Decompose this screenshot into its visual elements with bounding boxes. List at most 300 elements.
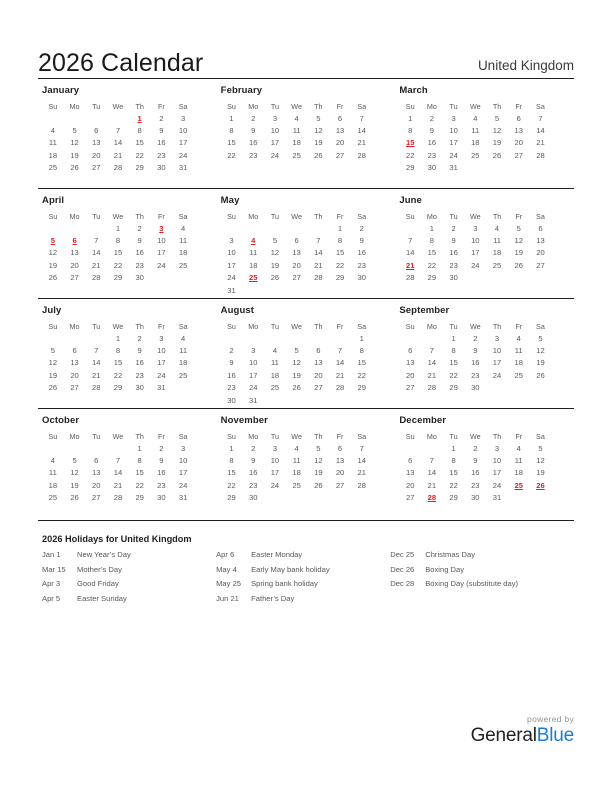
day-cell[interactable]: 16 xyxy=(157,468,166,478)
day-cell[interactable]: 26 xyxy=(70,163,79,173)
day-cell[interactable]: 25 xyxy=(48,493,58,503)
day-cell[interactable]: 29 xyxy=(227,493,236,503)
day-cell[interactable]: 31 xyxy=(157,383,166,393)
day-cell[interactable]: 20 xyxy=(292,260,301,270)
day-cell[interactable]: 28 xyxy=(92,383,101,393)
day-cell[interactable]: 16 xyxy=(471,468,480,478)
day-cell[interactable]: 13 xyxy=(405,468,415,478)
day-cell[interactable]: 29 xyxy=(427,273,437,283)
day-cell[interactable]: 30 xyxy=(135,383,144,393)
day-cell[interactable]: 24 xyxy=(449,150,458,160)
day-cell[interactable]: 24 xyxy=(492,370,502,380)
day-cell[interactable]: 8 xyxy=(229,456,234,466)
day-cell[interactable]: 13 xyxy=(335,126,345,136)
day-cell[interactable]: 10 xyxy=(270,456,280,466)
day-cell[interactable]: 21 xyxy=(314,260,323,270)
day-cell[interactable]: 9 xyxy=(429,126,435,136)
day-cell[interactable]: 9 xyxy=(229,358,234,368)
day-cell[interactable]: 9 xyxy=(359,236,364,246)
day-cell-holiday[interactable]: 25 xyxy=(514,480,523,490)
day-cell[interactable]: 14 xyxy=(536,126,545,136)
day-cell[interactable]: 14 xyxy=(357,456,366,466)
day-cell[interactable]: 19 xyxy=(514,248,523,258)
day-cell[interactable]: 24 xyxy=(178,480,188,490)
day-cell[interactable]: 11 xyxy=(514,346,523,356)
day-cell[interactable]: 31 xyxy=(178,493,188,503)
day-cell[interactable]: 27 xyxy=(70,273,79,283)
day-cell[interactable]: 26 xyxy=(536,370,545,380)
day-cell[interactable]: 21 xyxy=(335,370,345,380)
day-cell[interactable]: 4 xyxy=(272,346,278,356)
day-cell[interactable]: 12 xyxy=(536,456,545,466)
day-cell[interactable]: 5 xyxy=(538,443,543,453)
day-cell[interactable]: 27 xyxy=(335,480,345,490)
day-cell[interactable]: 3 xyxy=(229,236,234,246)
day-cell[interactable]: 5 xyxy=(272,236,278,246)
day-cell[interactable]: 23 xyxy=(249,150,258,160)
day-cell[interactable]: 11 xyxy=(270,358,279,368)
day-cell[interactable]: 16 xyxy=(249,468,258,478)
day-cell[interactable]: 22 xyxy=(135,480,144,490)
day-cell[interactable]: 21 xyxy=(536,138,545,148)
day-cell[interactable]: 6 xyxy=(337,443,343,453)
day-cell[interactable]: 8 xyxy=(137,456,142,466)
day-cell[interactable]: 2 xyxy=(137,333,142,343)
day-cell[interactable]: 30 xyxy=(357,273,366,283)
day-cell[interactable]: 27 xyxy=(335,150,345,160)
day-cell[interactable]: 3 xyxy=(494,333,500,343)
day-cell[interactable]: 7 xyxy=(115,456,121,466)
day-cell[interactable]: 13 xyxy=(292,248,301,258)
day-cell[interactable]: 3 xyxy=(159,333,164,343)
day-cell[interactable]: 19 xyxy=(536,358,545,368)
day-cell[interactable]: 30 xyxy=(427,163,437,173)
day-cell[interactable]: 5 xyxy=(516,223,521,233)
day-cell[interactable]: 8 xyxy=(429,236,435,246)
day-cell[interactable]: 9 xyxy=(137,236,142,246)
day-cell[interactable]: 7 xyxy=(429,456,435,466)
day-cell[interactable]: 26 xyxy=(70,493,79,503)
day-cell[interactable]: 25 xyxy=(178,370,188,380)
day-cell[interactable]: 3 xyxy=(451,113,456,123)
day-cell[interactable]: 8 xyxy=(115,346,121,356)
day-cell[interactable]: 8 xyxy=(359,346,364,356)
day-cell[interactable]: 15 xyxy=(335,248,345,258)
day-cell[interactable]: 20 xyxy=(92,150,101,160)
day-cell[interactable]: 21 xyxy=(92,370,101,380)
day-cell[interactable]: 28 xyxy=(335,383,345,393)
day-cell[interactable]: 22 xyxy=(357,370,366,380)
day-cell[interactable]: 24 xyxy=(178,150,188,160)
day-cell[interactable]: 16 xyxy=(135,248,144,258)
day-cell[interactable]: 13 xyxy=(92,468,101,478)
day-cell[interactable]: 20 xyxy=(405,480,415,490)
day-cell[interactable]: 15 xyxy=(449,358,458,368)
day-cell[interactable]: 10 xyxy=(157,346,166,356)
day-cell[interactable]: 4 xyxy=(516,333,521,343)
day-cell[interactable]: 7 xyxy=(94,346,99,356)
day-cell[interactable]: 10 xyxy=(178,456,188,466)
day-cell[interactable]: 6 xyxy=(294,236,299,246)
day-cell[interactable]: 28 xyxy=(357,150,366,160)
day-cell[interactable]: 8 xyxy=(229,126,234,136)
day-cell[interactable]: 28 xyxy=(314,273,323,283)
day-cell[interactable]: 12 xyxy=(48,248,58,258)
day-cell[interactable]: 2 xyxy=(137,223,142,233)
day-cell[interactable]: 27 xyxy=(92,493,101,503)
day-cell[interactable]: 28 xyxy=(405,273,415,283)
day-cell[interactable]: 10 xyxy=(178,126,188,136)
day-cell[interactable]: 27 xyxy=(536,260,545,270)
day-cell[interactable]: 2 xyxy=(473,443,478,453)
day-cell[interactable]: 1 xyxy=(451,443,456,453)
day-cell[interactable]: 2 xyxy=(473,333,478,343)
day-cell[interactable]: 7 xyxy=(408,236,413,246)
day-cell[interactable]: 25 xyxy=(492,260,502,270)
day-cell[interactable]: 3 xyxy=(180,443,186,453)
day-cell[interactable]: 18 xyxy=(514,358,523,368)
day-cell[interactable]: 15 xyxy=(135,468,144,478)
day-cell[interactable]: 2 xyxy=(251,443,256,453)
day-cell[interactable]: 1 xyxy=(451,333,456,343)
day-cell[interactable]: 27 xyxy=(405,383,415,393)
day-cell[interactable]: 17 xyxy=(471,248,480,258)
day-cell[interactable]: 1 xyxy=(115,333,121,343)
day-cell[interactable]: 9 xyxy=(251,456,256,466)
day-cell[interactable]: 5 xyxy=(316,443,321,453)
day-cell[interactable]: 23 xyxy=(427,150,437,160)
day-cell[interactable]: 15 xyxy=(449,468,458,478)
day-cell[interactable]: 19 xyxy=(536,468,545,478)
day-cell-holiday[interactable]: 1 xyxy=(137,113,142,123)
day-cell[interactable]: 15 xyxy=(113,248,123,258)
day-cell[interactable]: 19 xyxy=(70,480,79,490)
day-cell[interactable]: 19 xyxy=(314,468,323,478)
day-cell[interactable]: 20 xyxy=(70,260,79,270)
day-cell-holiday[interactable]: 25 xyxy=(249,273,258,283)
day-cell[interactable]: 8 xyxy=(408,126,413,136)
day-cell[interactable]: 16 xyxy=(227,370,236,380)
day-cell[interactable]: 17 xyxy=(492,468,502,478)
day-cell[interactable]: 19 xyxy=(314,138,323,148)
day-cell[interactable]: 16 xyxy=(157,138,166,148)
day-cell[interactable]: 17 xyxy=(227,260,236,270)
day-cell[interactable]: 16 xyxy=(135,358,144,368)
day-cell[interactable]: 17 xyxy=(157,358,166,368)
day-cell[interactable]: 23 xyxy=(357,260,366,270)
day-cell[interactable]: 27 xyxy=(405,493,415,503)
day-cell[interactable]: 11 xyxy=(471,126,480,136)
day-cell[interactable]: 1 xyxy=(337,223,343,233)
day-cell[interactable]: 5 xyxy=(72,456,77,466)
day-cell[interactable]: 30 xyxy=(471,383,480,393)
day-cell[interactable]: 23 xyxy=(157,480,166,490)
day-cell[interactable]: 7 xyxy=(337,346,343,356)
day-cell[interactable]: 8 xyxy=(451,346,456,356)
day-cell[interactable]: 29 xyxy=(449,493,458,503)
day-cell[interactable]: 23 xyxy=(157,150,166,160)
day-cell[interactable]: 13 xyxy=(92,138,101,148)
day-cell[interactable]: 8 xyxy=(337,236,343,246)
day-cell-holiday[interactable]: 3 xyxy=(159,223,164,233)
day-cell[interactable]: 15 xyxy=(357,358,366,368)
day-cell[interactable]: 17 xyxy=(492,358,502,368)
day-cell[interactable]: 19 xyxy=(48,370,58,380)
day-cell[interactable]: 12 xyxy=(70,138,79,148)
day-cell[interactable]: 3 xyxy=(272,113,278,123)
day-cell[interactable]: 25 xyxy=(48,163,58,173)
day-cell[interactable]: 21 xyxy=(427,370,437,380)
day-cell[interactable]: 22 xyxy=(449,480,458,490)
day-cell[interactable]: 9 xyxy=(159,456,164,466)
day-cell[interactable]: 29 xyxy=(135,493,144,503)
day-cell[interactable]: 4 xyxy=(494,223,500,233)
day-cell[interactable]: 9 xyxy=(451,236,456,246)
day-cell[interactable]: 30 xyxy=(449,273,458,283)
day-cell[interactable]: 25 xyxy=(270,383,280,393)
day-cell[interactable]: 3 xyxy=(251,346,256,356)
day-cell[interactable]: 27 xyxy=(292,273,301,283)
day-cell[interactable]: 27 xyxy=(314,383,323,393)
day-cell[interactable]: 22 xyxy=(113,370,123,380)
day-cell[interactable]: 15 xyxy=(227,138,236,148)
day-cell[interactable]: 31 xyxy=(492,493,502,503)
day-cell[interactable]: 28 xyxy=(113,493,123,503)
day-cell[interactable]: 24 xyxy=(249,383,258,393)
day-cell[interactable]: 1 xyxy=(229,113,234,123)
day-cell[interactable]: 29 xyxy=(449,383,458,393)
day-cell[interactable]: 14 xyxy=(314,248,323,258)
day-cell[interactable]: 4 xyxy=(180,333,186,343)
day-cell[interactable]: 27 xyxy=(92,163,101,173)
day-cell[interactable]: 19 xyxy=(70,150,79,160)
day-cell[interactable]: 31 xyxy=(249,395,258,405)
day-cell[interactable]: 11 xyxy=(292,126,301,136)
day-cell[interactable]: 20 xyxy=(335,138,345,148)
day-cell[interactable]: 1 xyxy=(408,113,413,123)
day-cell[interactable]: 17 xyxy=(178,468,188,478)
day-cell[interactable]: 26 xyxy=(514,260,523,270)
day-cell[interactable]: 4 xyxy=(50,456,55,466)
day-cell[interactable]: 30 xyxy=(157,493,166,503)
day-cell[interactable]: 29 xyxy=(405,163,415,173)
day-cell[interactable]: 2 xyxy=(159,443,164,453)
day-cell[interactable]: 7 xyxy=(359,443,364,453)
day-cell[interactable]: 24 xyxy=(227,273,236,283)
day-cell[interactable]: 20 xyxy=(70,370,79,380)
day-cell[interactable]: 16 xyxy=(249,138,258,148)
day-cell[interactable]: 23 xyxy=(249,480,258,490)
day-cell[interactable]: 8 xyxy=(115,236,121,246)
day-cell[interactable]: 10 xyxy=(270,126,280,136)
day-cell[interactable]: 17 xyxy=(270,138,280,148)
day-cell[interactable]: 20 xyxy=(536,248,545,258)
day-cell[interactable]: 10 xyxy=(492,346,502,356)
day-cell[interactable]: 6 xyxy=(316,346,321,356)
day-cell[interactable]: 9 xyxy=(473,346,478,356)
day-cell[interactable]: 5 xyxy=(72,126,77,136)
day-cell[interactable]: 29 xyxy=(113,273,123,283)
day-cell[interactable]: 25 xyxy=(292,150,301,160)
day-cell[interactable]: 16 xyxy=(427,138,437,148)
day-cell[interactable]: 2 xyxy=(159,113,164,123)
day-cell-holiday[interactable]: 26 xyxy=(536,480,545,490)
day-cell[interactable]: 13 xyxy=(536,236,545,246)
day-cell[interactable]: 24 xyxy=(471,260,480,270)
day-cell[interactable]: 5 xyxy=(538,333,543,343)
day-cell[interactable]: 5 xyxy=(294,346,299,356)
day-cell[interactable]: 19 xyxy=(48,260,58,270)
day-cell[interactable]: 31 xyxy=(178,163,188,173)
day-cell[interactable]: 7 xyxy=(429,346,435,356)
day-cell[interactable]: 30 xyxy=(157,163,166,173)
day-cell[interactable]: 22 xyxy=(405,150,415,160)
day-cell[interactable]: 11 xyxy=(48,468,57,478)
day-cell[interactable]: 20 xyxy=(514,138,523,148)
day-cell[interactable]: 13 xyxy=(335,456,345,466)
day-cell[interactable]: 12 xyxy=(270,248,280,258)
day-cell[interactable]: 11 xyxy=(48,138,57,148)
day-cell[interactable]: 10 xyxy=(492,456,502,466)
day-cell[interactable]: 29 xyxy=(357,383,366,393)
day-cell[interactable]: 30 xyxy=(471,493,480,503)
day-cell[interactable]: 18 xyxy=(292,138,301,148)
day-cell[interactable]: 18 xyxy=(178,358,188,368)
day-cell[interactable]: 28 xyxy=(357,480,366,490)
day-cell[interactable]: 4 xyxy=(473,113,478,123)
day-cell[interactable]: 22 xyxy=(135,150,144,160)
day-cell[interactable]: 6 xyxy=(72,346,77,356)
day-cell[interactable]: 5 xyxy=(494,113,500,123)
day-cell[interactable]: 6 xyxy=(408,456,413,466)
day-cell[interactable]: 18 xyxy=(178,248,188,258)
day-cell[interactable]: 22 xyxy=(227,150,236,160)
day-cell[interactable]: 12 xyxy=(314,456,323,466)
day-cell-holiday[interactable]: 15 xyxy=(405,138,415,148)
day-cell[interactable]: 4 xyxy=(180,223,186,233)
day-cell[interactable]: 4 xyxy=(294,113,299,123)
day-cell[interactable]: 25 xyxy=(178,260,188,270)
day-cell[interactable]: 10 xyxy=(449,126,458,136)
day-cell[interactable]: 6 xyxy=(408,346,413,356)
day-cell[interactable]: 27 xyxy=(514,150,523,160)
day-cell[interactable]: 13 xyxy=(314,358,323,368)
day-cell[interactable]: 28 xyxy=(92,273,101,283)
day-cell[interactable]: 19 xyxy=(292,370,301,380)
day-cell[interactable]: 8 xyxy=(137,126,142,136)
day-cell[interactable]: 21 xyxy=(113,150,123,160)
day-cell[interactable]: 6 xyxy=(538,223,543,233)
day-cell[interactable]: 30 xyxy=(249,493,258,503)
day-cell[interactable]: 23 xyxy=(471,370,480,380)
day-cell[interactable]: 2 xyxy=(451,223,456,233)
day-cell[interactable]: 3 xyxy=(180,113,186,123)
day-cell[interactable]: 3 xyxy=(473,223,478,233)
day-cell[interactable]: 23 xyxy=(135,260,144,270)
day-cell[interactable]: 17 xyxy=(249,370,258,380)
day-cell[interactable]: 14 xyxy=(113,468,123,478)
day-cell[interactable]: 29 xyxy=(335,273,345,283)
day-cell[interactable]: 26 xyxy=(270,273,280,283)
day-cell[interactable]: 3 xyxy=(494,443,500,453)
day-cell[interactable]: 21 xyxy=(113,480,123,490)
day-cell[interactable]: 22 xyxy=(449,370,458,380)
day-cell[interactable]: 1 xyxy=(115,223,121,233)
day-cell[interactable]: 12 xyxy=(514,236,523,246)
day-cell[interactable]: 29 xyxy=(135,163,144,173)
day-cell[interactable]: 14 xyxy=(405,248,415,258)
day-cell[interactable]: 31 xyxy=(449,163,458,173)
day-cell[interactable]: 10 xyxy=(227,248,236,258)
day-cell[interactable]: 18 xyxy=(48,150,58,160)
day-cell[interactable]: 14 xyxy=(92,358,101,368)
day-cell[interactable]: 15 xyxy=(113,358,123,368)
day-cell[interactable]: 7 xyxy=(316,236,321,246)
day-cell[interactable]: 2 xyxy=(229,346,234,356)
day-cell-holiday[interactable]: 4 xyxy=(251,236,256,246)
day-cell[interactable]: 7 xyxy=(538,113,543,123)
day-cell[interactable]: 18 xyxy=(471,138,480,148)
day-cell[interactable]: 21 xyxy=(427,480,437,490)
day-cell[interactable]: 25 xyxy=(514,370,523,380)
day-cell[interactable]: 11 xyxy=(514,456,523,466)
day-cell[interactable]: 19 xyxy=(492,138,502,148)
day-cell[interactable]: 6 xyxy=(337,113,343,123)
day-cell[interactable]: 21 xyxy=(357,468,366,478)
day-cell[interactable]: 28 xyxy=(427,383,437,393)
day-cell[interactable]: 12 xyxy=(492,126,502,136)
day-cell[interactable]: 1 xyxy=(359,333,364,343)
day-cell-holiday[interactable]: 5 xyxy=(50,236,55,246)
day-cell[interactable]: 20 xyxy=(335,468,345,478)
day-cell[interactable]: 17 xyxy=(157,248,166,258)
day-cell[interactable]: 23 xyxy=(227,383,236,393)
day-cell[interactable]: 11 xyxy=(292,456,301,466)
day-cell[interactable]: 11 xyxy=(179,346,188,356)
day-cell[interactable]: 31 xyxy=(227,285,236,295)
day-cell[interactable]: 21 xyxy=(92,260,101,270)
day-cell-holiday[interactable]: 21 xyxy=(405,260,415,270)
day-cell[interactable]: 13 xyxy=(405,358,415,368)
day-cell[interactable]: 4 xyxy=(516,443,521,453)
day-cell[interactable]: 19 xyxy=(270,260,280,270)
day-cell[interactable]: 15 xyxy=(427,248,437,258)
day-cell[interactable]: 17 xyxy=(178,138,188,148)
day-cell[interactable]: 22 xyxy=(227,480,236,490)
day-cell[interactable]: 2 xyxy=(251,113,256,123)
day-cell[interactable]: 9 xyxy=(473,456,478,466)
day-cell[interactable]: 3 xyxy=(272,443,278,453)
day-cell[interactable]: 22 xyxy=(427,260,437,270)
day-cell[interactable]: 13 xyxy=(70,358,79,368)
day-cell[interactable]: 10 xyxy=(471,236,480,246)
day-cell[interactable]: 26 xyxy=(292,383,301,393)
day-cell[interactable]: 17 xyxy=(449,138,458,148)
day-cell[interactable]: 18 xyxy=(292,468,301,478)
day-cell[interactable]: 6 xyxy=(94,126,99,136)
day-cell[interactable]: 18 xyxy=(48,480,58,490)
day-cell[interactable]: 4 xyxy=(294,443,299,453)
day-cell[interactable]: 26 xyxy=(492,150,502,160)
day-cell[interactable]: 24 xyxy=(157,370,166,380)
day-cell[interactable]: 21 xyxy=(357,138,366,148)
day-cell[interactable]: 8 xyxy=(451,456,456,466)
day-cell[interactable]: 23 xyxy=(135,370,144,380)
day-cell[interactable]: 5 xyxy=(50,346,55,356)
day-cell[interactable]: 2 xyxy=(359,223,364,233)
day-cell[interactable]: 4 xyxy=(50,126,55,136)
day-cell[interactable]: 1 xyxy=(229,443,234,453)
